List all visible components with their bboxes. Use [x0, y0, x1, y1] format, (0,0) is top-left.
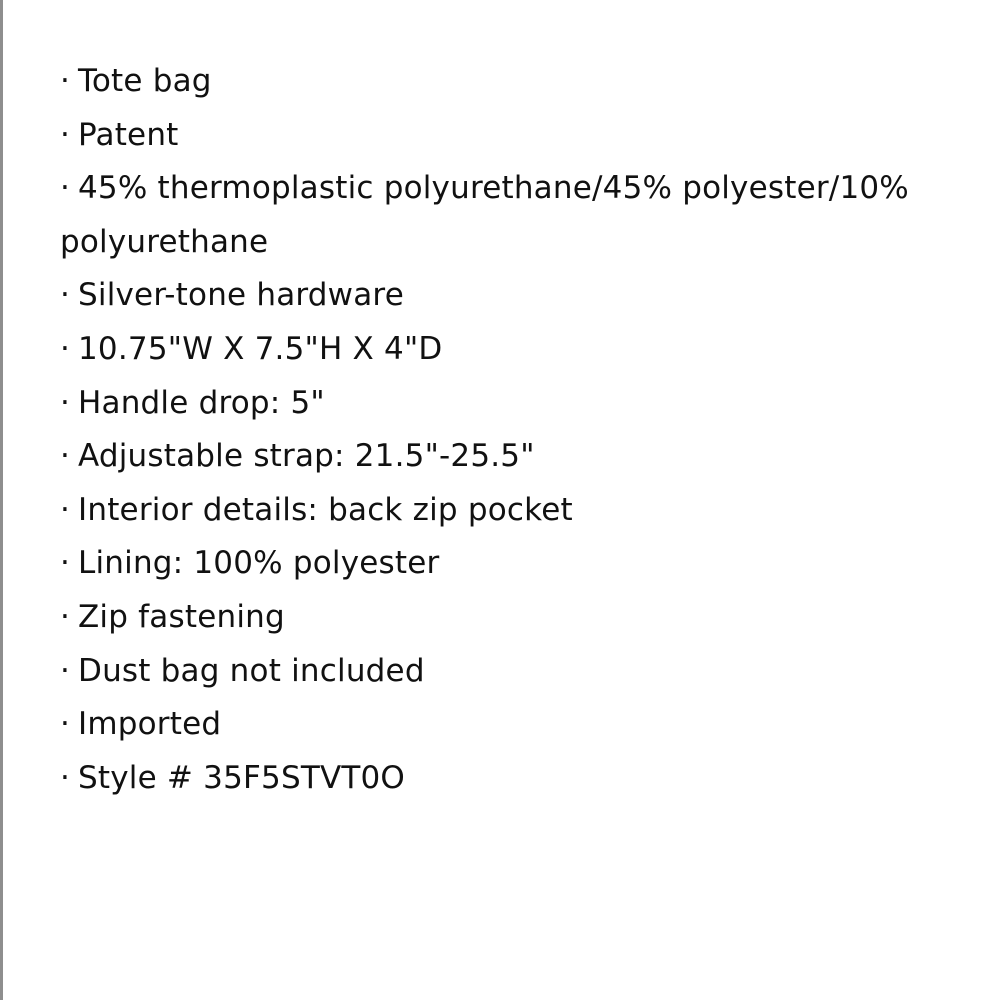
- list-item: [60, 55, 960, 109]
- bullet-icon: ·: [60, 384, 71, 421]
- detail-text: 10.75"W X 7.5"H X 4"D: [78, 330, 443, 367]
- bullet-icon: ·: [60, 277, 71, 314]
- bullet-icon: ·: [60, 706, 71, 743]
- detail-text: Patent: [78, 116, 179, 153]
- list-item: [60, 430, 960, 484]
- detail-text: Zip fastening: [78, 598, 285, 635]
- detail-text: Adjustable strap: 21.5"-25.5": [78, 438, 535, 475]
- bullet-icon: ·: [60, 759, 71, 796]
- list-item: [60, 109, 960, 163]
- list-item: [60, 377, 960, 431]
- detail-text: Style # 35F5STVT0O: [78, 759, 406, 796]
- list-item: [60, 537, 960, 591]
- bullet-icon: ·: [60, 330, 71, 367]
- left-border-divider: [0, 0, 3, 1000]
- bullet-icon: ·: [60, 545, 71, 582]
- bullet-icon: ·: [60, 438, 71, 475]
- bullet-icon: ·: [60, 652, 71, 689]
- list-item: [60, 323, 960, 377]
- bullet-icon: ·: [60, 63, 71, 99]
- detail-text: Interior details: back zip pocket: [78, 491, 573, 528]
- bullet-icon: ·: [60, 491, 71, 528]
- list-item: [60, 752, 960, 806]
- detail-text: Tote bag: [78, 63, 212, 99]
- bullet-icon: ·: [60, 170, 71, 207]
- bullet-icon: ·: [60, 116, 71, 153]
- list-item: [60, 484, 960, 538]
- product-details-list: [60, 55, 960, 805]
- list-item: [60, 591, 960, 645]
- detail-text: Dust bag not included: [78, 652, 425, 689]
- detail-text: Imported: [78, 706, 222, 743]
- detail-text: Silver-tone hardware: [78, 277, 404, 314]
- detail-text: Handle drop: 5": [78, 384, 325, 421]
- list-item: [60, 162, 960, 269]
- list-item: [60, 269, 960, 323]
- list-item: [60, 645, 960, 699]
- bullet-icon: ·: [60, 598, 71, 635]
- list-item: [60, 698, 960, 752]
- detail-text: Lining: 100% polyester: [78, 545, 440, 582]
- detail-text: 45% thermoplastic polyurethane/45% polyester/10% polyurethane: [60, 170, 909, 260]
